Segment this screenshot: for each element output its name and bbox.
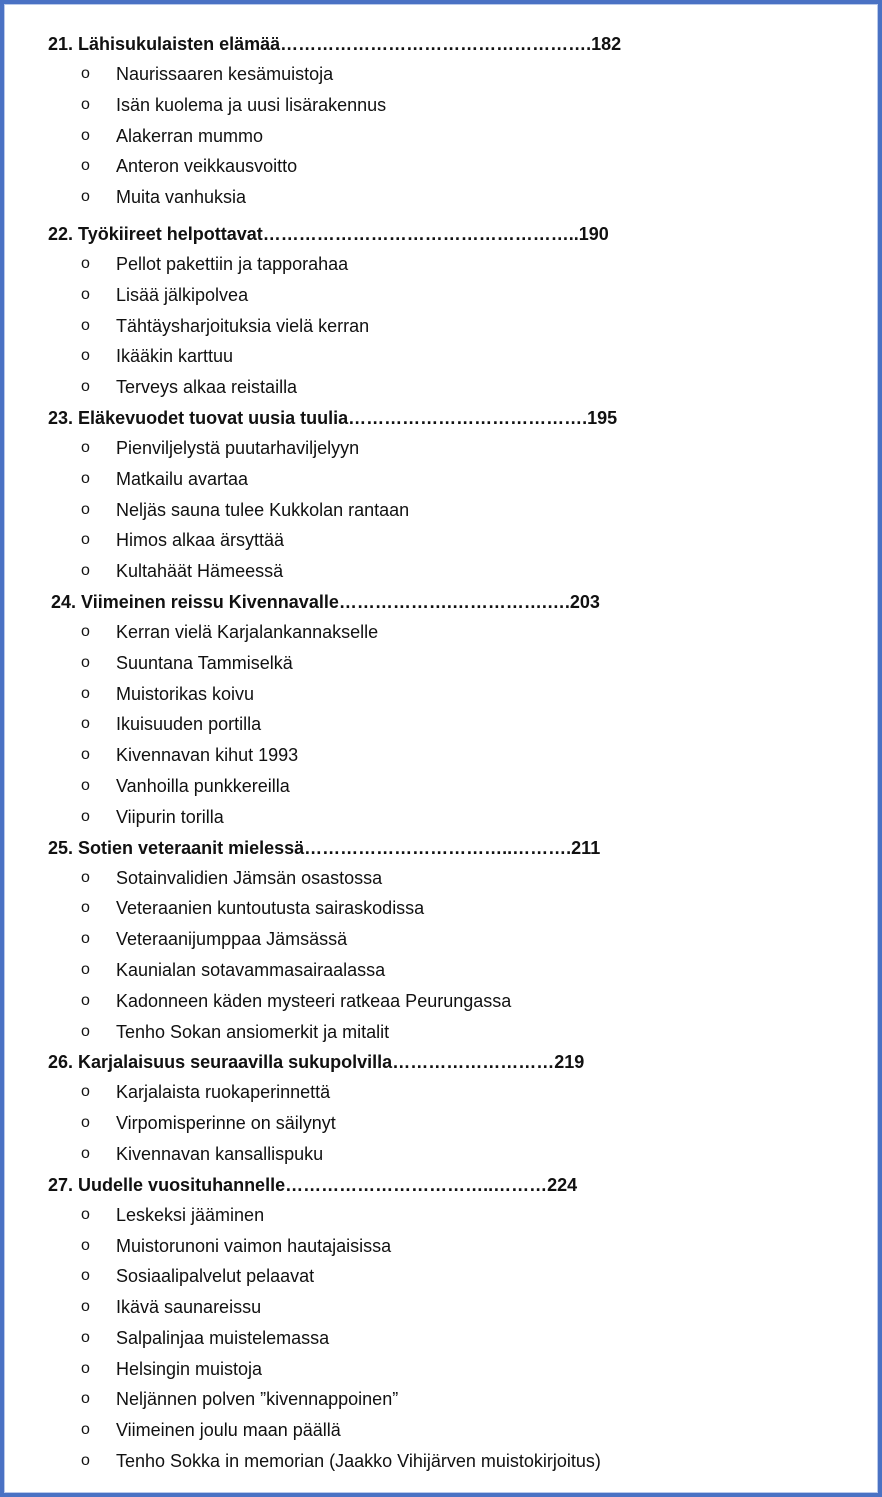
list-item: o Terveys alkaa reistailla	[48, 372, 848, 403]
list-item: o Ikääkin karttuu	[48, 341, 848, 372]
chapter-heading	[48, 1047, 848, 1077]
circle-bullet-icon: o	[81, 562, 90, 580]
chapter-21	[48, 29, 848, 213]
list-item: o Vanhoilla punkkereilla	[48, 771, 848, 802]
list-item: o Lisää jälkipolvea	[48, 280, 848, 311]
list-item: o Kivennavan kansallispuku	[48, 1139, 848, 1170]
circle-bullet-icon: o	[81, 1022, 90, 1040]
list-item: o Veteraanijumppaa Jämsässä	[48, 924, 848, 955]
dot-leader: ……………………………………………..	[262, 223, 579, 244]
list-item: o Tenho Sokka in memorian (Jaakko Vihijärven muistokirjoitus)	[48, 1446, 848, 1477]
circle-bullet-icon: o	[81, 438, 90, 456]
circle-bullet-icon: o	[81, 1083, 90, 1101]
list-item: o Helsingin muistoja	[48, 1354, 848, 1385]
page-number: 224	[547, 1174, 578, 1195]
circle-bullet-icon: o	[81, 715, 90, 733]
list-item: o Veteraanien kuntoutusta sairaskodissa	[48, 893, 848, 924]
page-number: 211	[571, 837, 601, 858]
chapter-heading	[48, 1170, 848, 1200]
list-item: o Matkailu avartaa	[48, 464, 848, 495]
chapter-title: Lähisukulaisten elämää	[78, 34, 281, 54]
circle-bullet-icon: o	[81, 531, 90, 549]
dot-leader: ……………………………..………	[285, 1174, 548, 1195]
circle-bullet-icon: o	[81, 1421, 90, 1439]
circle-bullet-icon: o	[81, 1328, 90, 1346]
circle-bullet-icon: o	[81, 868, 90, 886]
list-item: o Anteron veikkausvoitto	[48, 151, 848, 182]
chapter-subsections	[48, 617, 848, 833]
list-item: o Pienviljelystä puutarhaviljelyyn	[48, 433, 848, 464]
circle-bullet-icon: o	[81, 746, 90, 764]
chapter-subsections	[48, 1077, 848, 1169]
dot-leader: ………………………………….	[348, 407, 588, 428]
list-item: o Salpalinjaa muistelemassa	[48, 1323, 848, 1354]
page-number: 203	[569, 591, 600, 612]
list-item: o Himos alkaa ärsyttää	[48, 525, 848, 556]
chapter-subsections	[48, 1200, 848, 1477]
list-item: o Tähtäysharjoituksia vielä kerran	[48, 311, 848, 342]
circle-bullet-icon: o	[81, 1267, 90, 1285]
dot-leader: ………………………	[392, 1052, 555, 1073]
list-item: o Sosiaalipalvelut pelaavat	[48, 1261, 848, 1292]
circle-bullet-icon: o	[81, 1114, 90, 1132]
list-item: o Sotainvalidien Jämsän osastossa	[48, 863, 848, 894]
chapter-23	[48, 403, 848, 587]
chapter-number: 22.	[48, 223, 74, 244]
list-item: o Muita vanhuksia	[48, 182, 848, 213]
list-item: o Tenho Sokan ansiomerkit ja mitalit	[48, 1017, 848, 1048]
circle-bullet-icon: o	[81, 95, 90, 113]
circle-bullet-icon: o	[81, 316, 90, 334]
list-item: o Kadonneen käden mysteeri ratkeaa Peurungassa	[48, 986, 848, 1017]
chapter-number: 26.	[48, 1052, 74, 1073]
circle-bullet-icon: o	[81, 469, 90, 487]
chapter-number: 24.	[51, 591, 77, 612]
chapter-title: Viimeinen reissu Kivennavalle	[81, 591, 339, 612]
list-item: o Kultahäät Hämeessä	[48, 556, 848, 587]
circle-bullet-icon: o	[81, 960, 90, 978]
list-item: o Leskeksi jääminen	[48, 1200, 848, 1231]
chapter-24	[48, 587, 848, 833]
list-item: o Kivennavan kihut 1993	[48, 740, 848, 771]
circle-bullet-icon: o	[81, 378, 90, 396]
circle-bullet-icon: o	[81, 500, 90, 518]
list-item: o Viimeinen joulu maan päällä	[48, 1415, 848, 1446]
chapter-26	[48, 1047, 848, 1169]
chapter-25	[48, 833, 848, 1048]
list-item: o Pellot pakettiin ja tapporahaa	[48, 249, 848, 280]
chapter-22	[48, 219, 848, 403]
circle-bullet-icon: o	[81, 1205, 90, 1223]
circle-bullet-icon: o	[81, 1236, 90, 1254]
dot-leader: ……………….…………….….	[338, 591, 570, 612]
list-item: o Ikuisuuden portilla	[48, 709, 848, 740]
chapter-heading	[48, 833, 848, 863]
list-item: o Kaunialan sotavammasairaalassa	[48, 955, 848, 986]
page-number: 195	[587, 407, 618, 428]
list-item: o Muistorikas koivu	[48, 679, 848, 710]
list-item: o Karjalaista ruokaperinnettä	[48, 1077, 848, 1108]
list-item: o Alakerran mummo	[48, 121, 848, 152]
dot-leader: …………………………………………….	[280, 34, 592, 54]
chapter-title: Eläkevuodet tuovat uusia tuulia	[78, 407, 349, 428]
circle-bullet-icon: o	[81, 899, 90, 917]
page-number: 182	[591, 34, 622, 54]
circle-bullet-icon: o	[81, 1390, 90, 1408]
chapter-subsections	[48, 433, 848, 587]
chapter-number: 21.	[48, 34, 74, 54]
chapter-heading	[48, 403, 848, 433]
list-item: o Ikävä saunareissu	[48, 1292, 848, 1323]
chapter-title: Uudelle vuosituhannelle	[78, 1174, 286, 1195]
list-item: o Neljäs sauna tulee Kukkolan rantaan	[48, 495, 848, 526]
list-item: o Virpomisperinne on säilynyt	[48, 1108, 848, 1139]
chapter-subsections	[48, 249, 848, 403]
circle-bullet-icon: o	[81, 1144, 90, 1162]
chapter-title: Karjalaisuus seuraavilla sukupolvilla	[78, 1052, 393, 1073]
chapter-number: 25.	[48, 837, 74, 858]
list-item: o Naurissaaren kesämuistoja	[48, 59, 848, 90]
circle-bullet-icon: o	[81, 188, 90, 206]
chapter-number: 27.	[48, 1174, 74, 1195]
chapter-heading	[48, 587, 848, 617]
chapter-heading	[48, 219, 848, 249]
circle-bullet-icon: o	[81, 776, 90, 794]
table-of-contents	[48, 29, 848, 1477]
circle-bullet-icon: o	[81, 1298, 90, 1316]
circle-bullet-icon: o	[81, 991, 90, 1009]
circle-bullet-icon: o	[81, 347, 90, 365]
circle-bullet-icon: o	[81, 807, 90, 825]
list-item: o Muistorunoni vaimon hautajaisissa	[48, 1231, 848, 1262]
chapter-subsections	[48, 863, 848, 1048]
list-item: o Neljännen polven ”kivennappoinen”	[48, 1384, 848, 1415]
list-item: o Suuntana Tammiselkä	[48, 648, 848, 679]
circle-bullet-icon: o	[81, 285, 90, 303]
page-number: 219	[554, 1052, 585, 1073]
list-item: o Isän kuolema ja uusi lisärakennus	[48, 90, 848, 121]
list-item: o Kerran vielä Karjalankannakselle	[48, 617, 848, 648]
circle-bullet-icon: o	[81, 157, 90, 175]
circle-bullet-icon: o	[81, 65, 90, 82]
circle-bullet-icon: o	[81, 126, 90, 144]
page-number: 190	[578, 223, 609, 244]
circle-bullet-icon: o	[81, 254, 90, 272]
circle-bullet-icon: o	[81, 1452, 90, 1470]
circle-bullet-icon: o	[81, 622, 90, 640]
circle-bullet-icon: o	[81, 653, 90, 671]
list-item: o Viipurin torilla	[48, 802, 848, 833]
circle-bullet-icon: o	[81, 684, 90, 702]
chapter-subsections	[48, 59, 848, 213]
dot-leader: ……………………………..……….	[304, 837, 572, 858]
circle-bullet-icon: o	[81, 1359, 90, 1377]
chapter-title: Sotien veteraanit mielessä	[78, 837, 305, 858]
chapter-title: Työkiireet helpottavat	[78, 223, 263, 244]
chapter-heading	[48, 29, 848, 59]
chapter-27	[48, 1170, 848, 1477]
circle-bullet-icon: o	[81, 930, 90, 948]
chapter-number: 23.	[48, 407, 74, 428]
